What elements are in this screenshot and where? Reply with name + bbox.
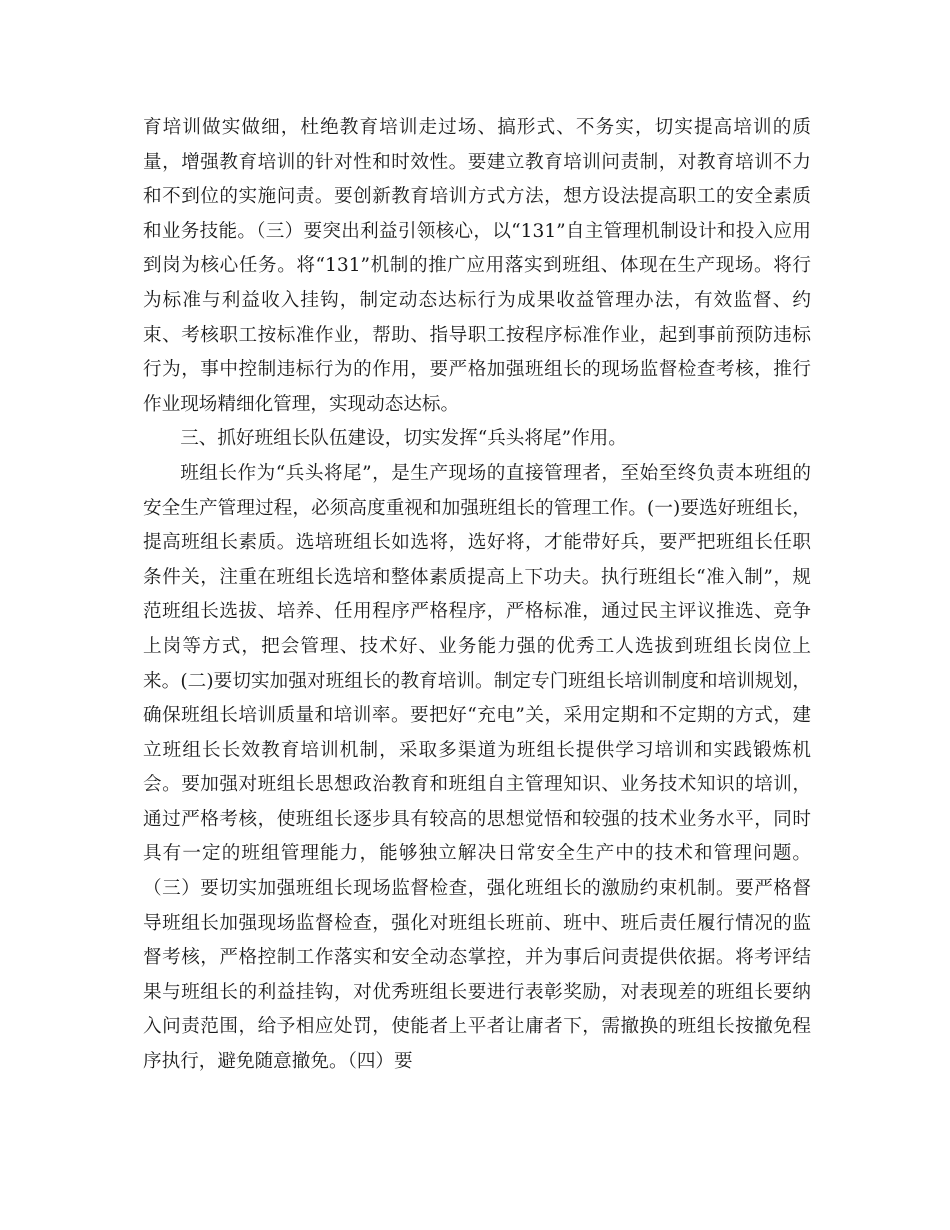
- paragraph-team-leader-management: 班组长作为“兵头将尾”，是生产现场的直接管理者，至始至终负责本班组的安全生产管理过程，必须高度重视和加强班组长的管理工作。(一)要选好班组长，提高班组长素质。选培班组长如选将，选好将，才能带好兵，要严把班组长任职条件关，注重在班组长选培和整体素质提高上下功夫。执行班组长“准入制”，规范班组长选拔、培养、任用程序严格程序，严格标准，通过民主评议推选、竞争上岗等方式，把会管理、技术好、业务能力强的优秀工人选拔到班组长岗位上来。(二)要切实加强对班组长的教育培训。制定专门班组长培训制度和培训规划，确保班组长培训质量和培训率。要把好“充电”关，采用定期和不定期的方式，建立班组长长效教育培训机制，采取多渠道为班组长提供学习培训和实践锻炼机会。要加强对班组长思想政治教育和班组自主管理知识、业务技术知识的培训，通过严格考核，使班组长逐步具有较高的思想觉悟和较强的技术业务水平，同时具有一定的班组管理能力，能够独立解决日常安全生产中的技术和管理问题。（三）要切实加强班组长现场监督检查，强化班组长的激励约束机制。要严格督导班组长加强现场监督检查，强化对班组长班前、班中、班后责任履行情况的监督考核，严格控制工作落实和安全动态掌控，并为事后问责提供依据。将考评结果与班组长的利益挂钩，对优秀班组长要进行表彰奖励，对表现差的班组长要纳入问责范围，给予相应处罚，使能者上平者让庸者下，需撤换的班组长按撤免程序执行，避免随意撤免。（四）要: [143, 462, 811, 1073]
- section-heading-team-leader: 三、抓好班组长队伍建设，切实发挥“兵头将尾”作用。: [180, 428, 627, 450]
- paragraph-education-training: 育培训做实做细，杜绝教育培训走过场、搞形式、不务实，切实提高培训的质量，增强教育培训的针对性和时效性。要建立教育培训问责制，对教育培训不力和不到位的实施问责。要创新教育培训方式方法，想方设法提高职工的安全素质和业务技能。（三）要突出利益引领核心，以“131”自主管理机制设计和投入应用到岗为核心任务。将“131”机制的推广应用落实到班组、体现在生产现场。将行为标准与利益收入挂钩，制定动态达标行为成果收益管理办法，有效监督、约束、考核职工按标准作业，帮助、指导职工按程序标准作业，起到事前预防违标行为，事中控制违标行为的作用，要严格加强班组长的现场监督检查考核，推行作业现场精细化管理，实现动态达标。: [143, 117, 811, 415]
- document-body: [143, 111, 811, 1080]
